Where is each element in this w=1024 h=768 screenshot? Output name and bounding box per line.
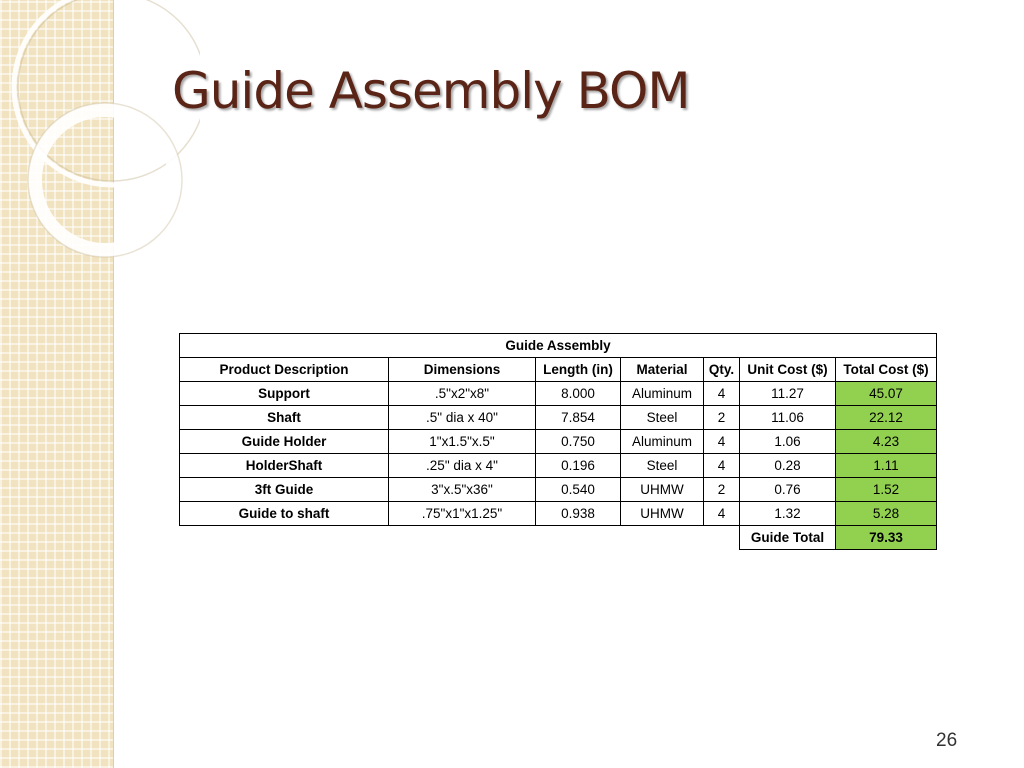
cell-material: UHMW [621,502,704,526]
total-row [180,526,937,550]
table-caption-row [180,334,937,358]
cell-qty: 4 [704,382,740,406]
cell-unit-cost: 1.32 [740,502,836,526]
cell-dimensions: .5"x2"x8" [389,382,536,406]
cell-material: Steel [621,454,704,478]
guide-total-label: Guide Total [740,526,836,550]
cell-unit-cost: 11.06 [740,406,836,430]
header-qty: Qty. [704,358,740,382]
table-row [180,502,937,526]
table-row [180,478,937,502]
cell-qty: 4 [704,502,740,526]
cell-unit-cost: 0.28 [740,454,836,478]
cell-unit-cost: 1.06 [740,430,836,454]
cell-total-cost: 4.23 [836,430,937,454]
header-product-description: Product Description [180,358,389,382]
header-length: Length (in) [536,358,621,382]
cell-dimensions: .75"x1"x1.25" [389,502,536,526]
cell-description: Guide Holder [180,430,389,454]
table-row [180,406,937,430]
cell-length: 0.938 [536,502,621,526]
bom-table [179,333,937,550]
cell-material: Aluminum [621,430,704,454]
cell-length: 0.750 [536,430,621,454]
cell-dimensions: .5" dia x 40" [389,406,536,430]
total-row-spacer [180,526,740,550]
cell-material: Aluminum [621,382,704,406]
cell-qty: 2 [704,406,740,430]
cell-length: 0.540 [536,478,621,502]
cell-description: HolderShaft [180,454,389,478]
cell-description: Guide to shaft [180,502,389,526]
table-row [180,430,937,454]
table-caption: Guide Assembly [180,334,937,358]
cell-total-cost: 1.52 [836,478,937,502]
cell-dimensions: 3"x.5"x36" [389,478,536,502]
page-number: 26 [936,730,958,751]
guide-total-value: 79.33 [836,526,937,550]
table-row [180,454,937,478]
table-header-row [180,358,937,382]
cell-material: UHMW [621,478,704,502]
cell-total-cost: 22.12 [836,406,937,430]
cell-description: 3ft Guide [180,478,389,502]
cell-length: 7.854 [536,406,621,430]
cell-qty: 4 [704,430,740,454]
header-material: Material [621,358,704,382]
cell-description: Shaft [180,406,389,430]
header-total-cost: Total Cost ($) [836,358,937,382]
cell-unit-cost: 11.27 [740,382,836,406]
cell-unit-cost: 0.76 [740,478,836,502]
cell-length: 0.196 [536,454,621,478]
cell-total-cost: 5.28 [836,502,937,526]
header-unit-cost: Unit Cost ($) [740,358,836,382]
cell-dimensions: .25" dia x 4" [389,454,536,478]
cell-material: Steel [621,406,704,430]
cell-total-cost: 1.11 [836,454,937,478]
side-pattern-band [0,0,114,768]
cell-description: Support [180,382,389,406]
cell-qty: 2 [704,478,740,502]
slide-title: Guide Assembly BOM [172,62,690,120]
header-dimensions: Dimensions [389,358,536,382]
cell-qty: 4 [704,454,740,478]
cell-total-cost: 45.07 [836,382,937,406]
cell-length: 8.000 [536,382,621,406]
table-row [180,382,937,406]
cell-dimensions: 1"x1.5"x.5" [389,430,536,454]
